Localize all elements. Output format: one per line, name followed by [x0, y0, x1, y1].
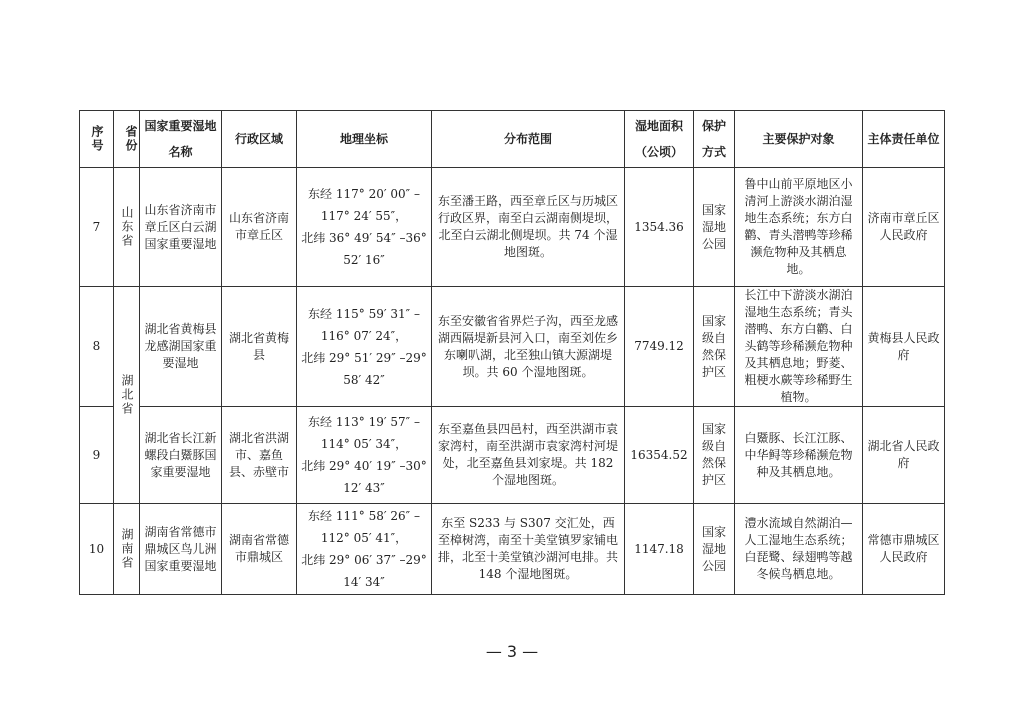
- cell-name: 湖南省常德市鼎城区鸟儿洲国家重要湿地: [140, 504, 222, 595]
- cell-admin: 山东省济南市章丘区: [222, 168, 297, 287]
- cell-coord: [297, 287, 432, 407]
- table-row: [80, 407, 945, 504]
- cell-seq: 10: [80, 504, 114, 595]
- coord-east: 东经 115° 59′ 31″ –116° 07′ 24″，: [308, 306, 420, 343]
- cell-admin: 湖北省黄梅县: [222, 287, 297, 407]
- coord-north: 北纬 29° 51′ 29″ –29° 58′ 42″: [301, 350, 427, 387]
- header-targets: 主要保护对象: [735, 111, 863, 168]
- cell-range: 东至安徽省省界烂子沟，西至龙感湖西隔堤新县河入口，南至刘佐乡东喇叭湖，北至独山镇大源湖堤坝。共 60 个湿地图斑。: [432, 287, 625, 407]
- cell-resp: 黄梅县人民政府: [863, 287, 945, 407]
- header-name: 国家重要湿地名称: [140, 111, 222, 168]
- page-number: — 3 —: [485, 642, 539, 661]
- cell-seq: 8: [80, 287, 114, 407]
- cell-seq: 7: [80, 168, 114, 287]
- coord-east: 东经 113° 19′ 57″ –114° 05′ 34″，: [308, 415, 420, 451]
- cell-name: 湖北省黄梅县龙感湖国家重要湿地: [140, 287, 222, 407]
- table-row: [80, 168, 945, 287]
- header-admin: 行政区域: [222, 111, 297, 168]
- cell-coord: [297, 168, 432, 287]
- header-province: 省份: [114, 111, 140, 168]
- cell-range: 东至潘王路，西至章丘区与历城区行政区界，南至白云湖南侧堤坝，北至白云湖北侧堤坝。共 74 个湿地图斑。: [432, 168, 625, 287]
- cell-province: 湖北省: [114, 287, 140, 504]
- table-row: [80, 504, 945, 595]
- cell-province: 湖南省: [114, 504, 140, 595]
- cell-range: 东至 S233 与 S307 交汇处，西至樟树湾，南至十美堂镇罗家铺电排，北至十美堂镇沙湖河电排。共 148 个湿地图斑。: [432, 504, 625, 595]
- coord-east: 东经 117° 20′ 00″ –117° 24′ 55″，: [308, 187, 420, 223]
- cell-mode: 国家湿地公园: [694, 504, 735, 595]
- cell-area: 1354.36: [625, 168, 694, 287]
- cell-admin: 湖南省常德市鼎城区: [222, 504, 297, 595]
- cell-coord: [297, 504, 432, 595]
- cell-targets: 白鱀豚、长江江豚、中华鲟等珍稀濒危物种及其栖息地。: [735, 407, 863, 504]
- wetland-table: [79, 110, 945, 595]
- cell-seq: 9: [80, 407, 114, 504]
- table-row: [80, 287, 945, 407]
- cell-mode: 国家级自然保护区: [694, 407, 735, 504]
- cell-name: 湖北省长江新螺段白鱀豚国家重要湿地: [140, 407, 222, 504]
- cell-mode: 国家级自然保护区: [694, 287, 735, 407]
- coord-north: 北纬 29° 06′ 37″ –29° 14′ 34″: [301, 553, 427, 589]
- coord-east: 东经 111° 58′ 26″ –112° 05′ 41″，: [308, 509, 420, 545]
- cell-targets: 长江中下游淡水湖泊湿地生态系统；青头潜鸭、东方白鹳、白头鹤等珍稀濒危物种及其栖息地；野菱、粗梗水蕨等珍稀野生植物。: [735, 287, 863, 407]
- cell-coord: [297, 407, 432, 504]
- header-area: 湿地面积（公顷）: [625, 111, 694, 168]
- cell-area: 7749.12: [625, 287, 694, 407]
- cell-province: 山东省: [114, 168, 140, 287]
- cell-area: 1147.18: [625, 504, 694, 595]
- header-range: 分布范围: [432, 111, 625, 168]
- header-resp: 主体责任单位: [863, 111, 945, 168]
- cell-name: 山东省济南市章丘区白云湖国家重要湿地: [140, 168, 222, 287]
- coord-north: 北纬 29° 40′ 19″ –30° 12′ 43″: [301, 459, 427, 495]
- cell-area: 16354.52: [625, 407, 694, 504]
- table-header-row: [80, 111, 945, 168]
- cell-targets: 鲁中山前平原地区小清河上游淡水湖泊湿地生态系统；东方白鹳、青头潜鸭等珍稀濒危物种及其栖息地。: [735, 168, 863, 287]
- cell-targets: 澧水流域自然湖泊—人工湿地生态系统；白琵鹭、绿翅鸭等越冬候鸟栖息地。: [735, 504, 863, 595]
- cell-mode: 国家湿地公园: [694, 168, 735, 287]
- coord-north: 北纬 36° 49′ 54″ –36° 52′ 16″: [301, 231, 427, 267]
- cell-admin: 湖北省洪湖市、嘉鱼县、赤壁市: [222, 407, 297, 504]
- cell-resp: 常德市鼎城区人民政府: [863, 504, 945, 595]
- cell-range: 东至嘉鱼县四邑村，西至洪湖市袁家湾村，南至洪湖市袁家湾村河堤处，北至嘉鱼县刘家堤。共 182 个湿地图斑。: [432, 407, 625, 504]
- cell-resp: 湖北省人民政府: [863, 407, 945, 504]
- cell-resp: 济南市章丘区人民政府: [863, 168, 945, 287]
- header-mode: 保护方式: [694, 111, 735, 168]
- header-seq: 序号: [80, 111, 114, 168]
- header-coord: 地理坐标: [297, 111, 432, 168]
